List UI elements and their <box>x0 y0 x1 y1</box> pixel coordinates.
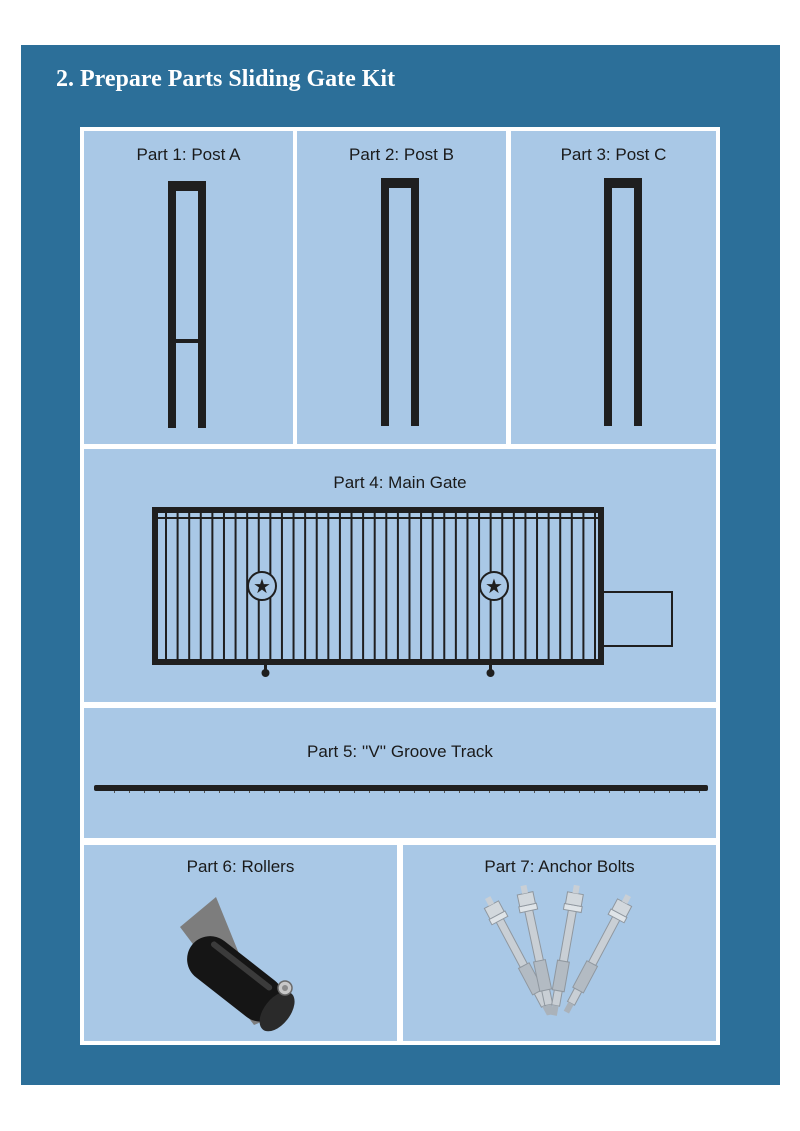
part-3-cell <box>511 131 716 444</box>
part-1-cell <box>84 131 293 444</box>
svg-text:★: ★ <box>485 574 503 598</box>
part-6-label: Part 6: Rollers <box>186 857 295 876</box>
star-medallion-right-icon <box>480 572 508 600</box>
part-5-label: Part 5: ''V'' Groove Track <box>307 742 493 761</box>
post-b-icon <box>297 131 506 444</box>
anchor-bolts-icon <box>403 845 716 1041</box>
main-gate-icon <box>84 449 716 702</box>
part-6-cell <box>84 845 397 1041</box>
svg-text:★: ★ <box>253 574 271 598</box>
v-groove-track-icon <box>84 708 716 838</box>
part-7-cell <box>403 845 716 1041</box>
roller-icon <box>84 845 397 1041</box>
part-4-label: Part 4: Main Gate <box>333 473 467 492</box>
part-1-label: Part 1: Post A <box>136 145 241 164</box>
part-3-label: Part 3: Post C <box>560 145 667 164</box>
part-4-cell <box>84 449 716 702</box>
post-a-icon <box>84 131 293 444</box>
post-c-icon <box>511 131 716 444</box>
part-7-label: Part 7: Anchor Bolts <box>484 857 635 876</box>
part-2-label: Part 2: Post B <box>349 145 454 164</box>
part-2-cell <box>297 131 506 444</box>
page-title: 2. Prepare Parts Sliding Gate Kit <box>56 66 396 92</box>
part-5-cell <box>84 708 716 838</box>
star-medallion-left-icon <box>248 572 276 600</box>
